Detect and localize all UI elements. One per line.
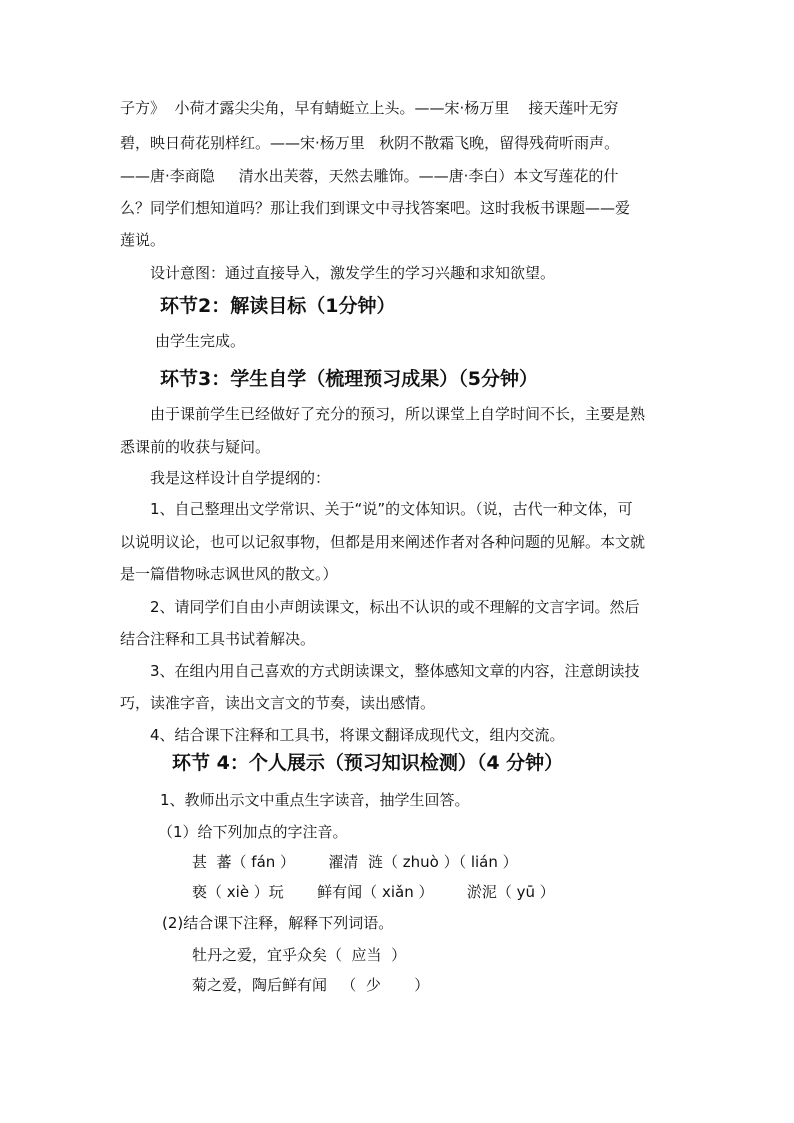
section3-heading: 环节3：学生自学（梳理预习成果）（5分钟） (160, 368, 538, 390)
design-intent: 设计意图：通过直接导入，激发学生的学习兴趣和求知欲望。 (150, 264, 556, 282)
item3-line-2: 巧，读准字音，读出文言文的节奏，读出感情。 (120, 694, 436, 712)
section3-intro-line-1: 由于课前学生已经做好了充分的预习，所以课堂上自学时间不长，主要是熟 (150, 405, 646, 423)
intro-line-2: 碧，映日荷花别样红。——宋·杨万里 秋阴不散霜飞晚，留得残荷听雨声。 (120, 134, 620, 152)
intro-line-4: 么？同学们想知道吗？那让我们到课文中寻找答案吧。这时我板书课题——爱 (120, 199, 631, 217)
intro-line-3: ——唐·李商隐 清水出芙蓉，天然去雕饰。——唐·李白）本文写莲花的什 (120, 167, 619, 185)
section2-body: 由学生完成。 (155, 332, 246, 350)
item2-line-2: 结合注释和工具书试着解决。 (120, 630, 316, 648)
section4-task1: 1、教师出示文中重点生字读音，抽学生回答。 (160, 791, 470, 809)
item4: 4、结合课下注释和工具书，将课文翻译成现代文，组内交流。 (150, 726, 565, 744)
intro-line-5: 莲说。 (120, 231, 166, 249)
outline-intro: 我是这样设计自学提纲的： (150, 469, 331, 487)
section4-sub2-title: (2)结合课下注释，解释下列词语。 (162, 914, 394, 932)
item3-line-1: 3、在组内用自己喜欢的方式朗读课文，整体感知文章的内容，注意朗读技 (150, 662, 640, 680)
section3-intro-line-2: 悉课前的收获与疑问。 (120, 438, 271, 456)
item1-line-1: 1、自己整理出文学常识、关于“说”的文体知识。（说，古代一种文体，可 (150, 500, 633, 518)
intro-line-1: 子方》 小荷才露尖尖角，早有蜻蜓立上头。——宋·杨万里 接天莲叶无穷 (120, 99, 619, 117)
section4-heading: 环节 4：个人展示（预习知识检测）（4 分钟） (172, 752, 564, 774)
phonetics-row-1: 甚 蕃（ fán ） 濯清 涟（ zhuò ）（ lián ） (192, 853, 518, 871)
vocab-2: 菊之爱，陶后鲜有闻 （ 少 ） (192, 976, 430, 994)
vocab-1: 牡丹之爱，宜乎众矣（ 应当 ） (192, 946, 407, 964)
item1-line-2: 以说明议论，也可以记叙事物，但都是用来阐述作者对各种问题的见解。本文就 (120, 533, 646, 551)
phonetics-row-2: 亵（ xiè ）玩 鲜有闻（ xiǎn ） 淤泥（ yū ） (192, 883, 555, 901)
item1-line-3: 是一篇借物咏志讽世风的散文。） (120, 565, 338, 583)
section2-heading: 环节2：解读目标（1分钟） (160, 295, 396, 317)
item2-line-1: 2、请同学们自由小声朗读课文，标出不认识的或不理解的文言字词。然后 (150, 598, 640, 616)
section4-sub1-title: （1）给下列加点的字注音。 (158, 823, 348, 841)
